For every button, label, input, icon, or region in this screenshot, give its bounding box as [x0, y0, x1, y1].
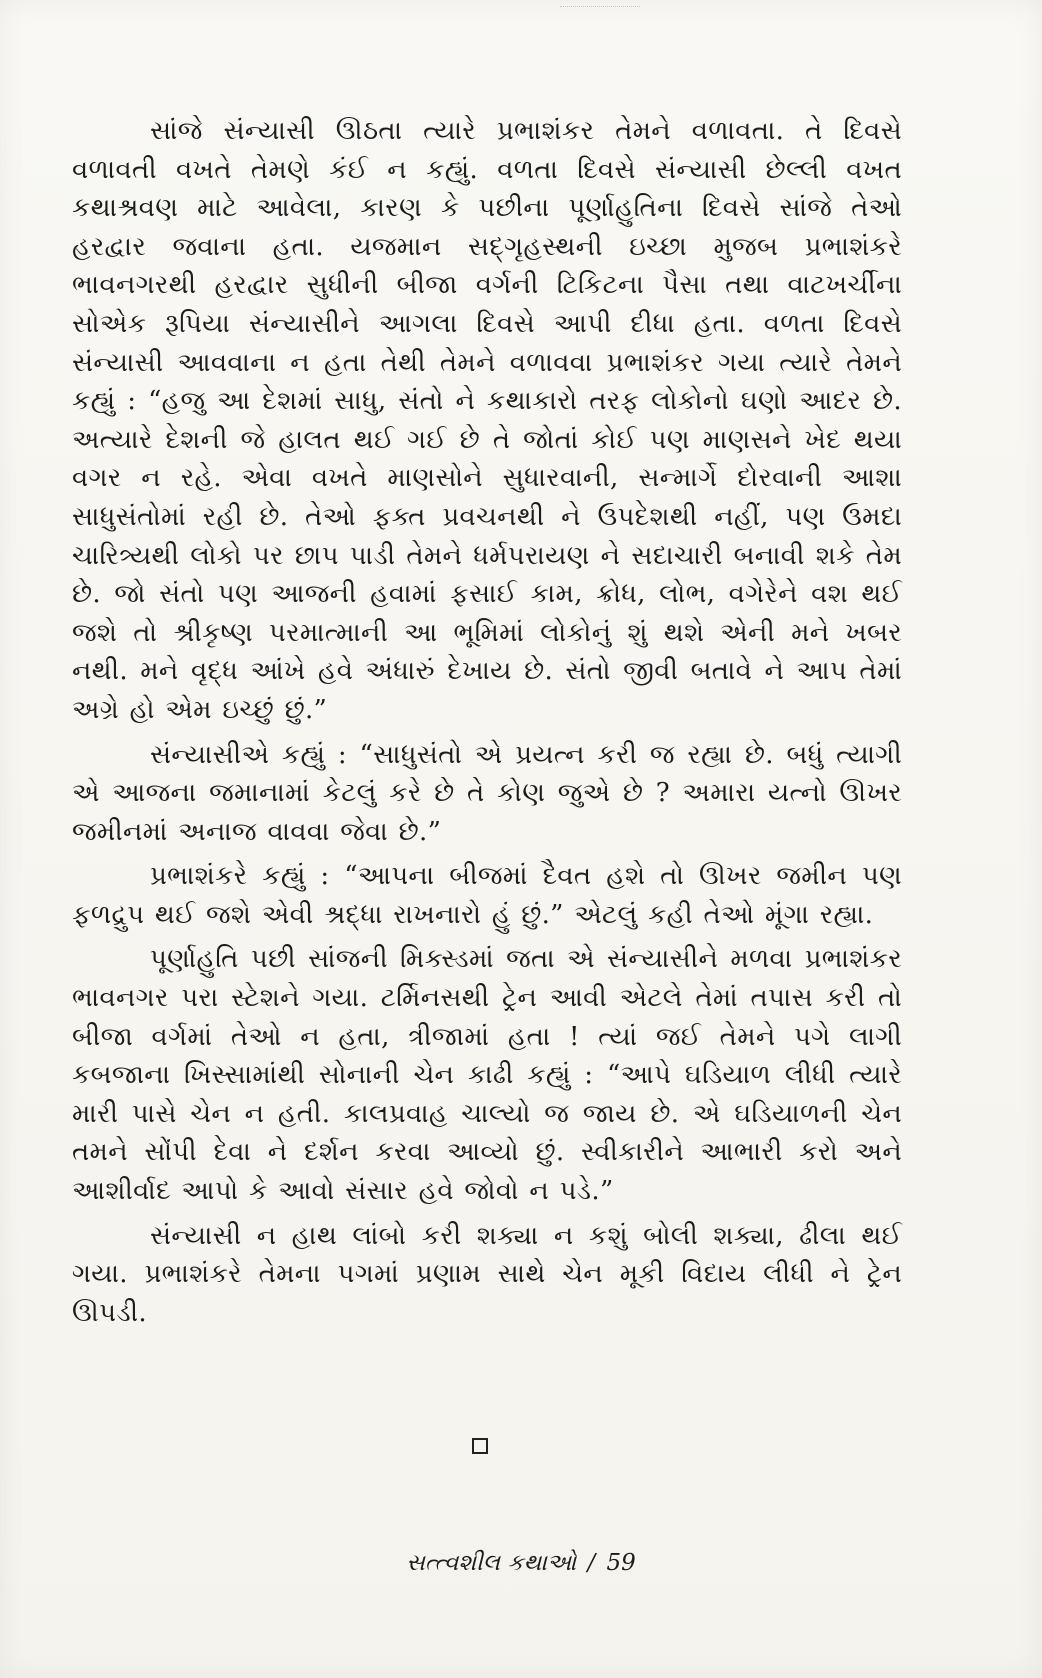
- paragraph: સાંજે સંન્યાસી ઊઠતા ત્યારે પ્રભાશંકર તેમને વળાવતા. તે દિવસે વળાવતી વખતે તેમણે કંઈ ન કહ્યું. વળતા દિવસે સંન્યાસી છેલ્લી વખત કથાશ્રવણ માટે આવેલા, કારણ કે પછીના પૂર્ણાહુતિના દિવસે સાંજે તેઓ હરદ્વાર જવાના હતા. યજમાન સદ્ગૃહસ્થની ઇચ્છા મુજબ પ્રભાશંકરે ભાવનગરથી હરદ્વાર સુધીની બીજા વર્ગની ટિકિટના પૈસા તથા વાટખર્ચીના સોએક રૂપિયા સંન્યાસીને આગલા દિવસે આપી દીધા હતા. વળતા દિવસે સંન્યાસી આવવાના ન હતા તેથી તેમને વળાવવા પ્રભાશંકર ગયા ત્યારે તેમને કહ્યું : “હજુ આ દેશમાં સાધુ, સંતો ને કથાકારો તરફ લોકોનો ઘણો આદર છે. અત્યારે દેશની જે હાલત થઈ ગઈ છે તે જોતાં કોઈ પણ માણસને ખેદ થયા વગર ન રહે. એવા વખતે માણસોને સુધારવાની, સન્માર્ગે દોરવાની આશા સાધુસંતોમાં રહી છે. તેઓ ફક્ત પ્રવચનથી ને ઉપદેશથી નહીં, પણ ઉમદા ચારિત્ર્યથી લોકો પર છાપ પાડી તેમને ધર્મપરાયણ ને સદાચારી બનાવી શકે તેમ છે. જો સંતો પણ આજની હવામાં ફસાઈ કામ, ક્રોધ, લોભ, વગેરેને વશ થઈ જશે તો શ્રીકૃષ્ણ પરમાત્માની આ ભૂમિમાં લોકોનું શું થશે એની મને ખબર નથી. મને વૃદ્ધ આંખે હવે અંધારું દેખાય છે. સંતો જીવી બતાવે ને આપ તેમાં અગ્રે હો એમ ઇચ્છું છું.”: [72, 116, 902, 725]
- footer-separator: /: [587, 1550, 596, 1576]
- page-number: 59: [606, 1550, 636, 1576]
- paragraph: પ્રભાશંકરે કહ્યું : “આપના બીજમાં દૈવત હશે તો ઊખર જમીન પણ ફળદ્રુપ થઈ જશે એવી શ્રદ્ધા રાખનારો હું છું.” એટલું કહી તેઓ મૂંગા રહ્યા.: [72, 861, 902, 930]
- paragraph: સંન્યાસી ન હાથ લાંબો કરી શક્યા ન કશું બોલી શક્યા, ઢીલા થઈ ગયા. પ્રભાશંકરે તેમના પગમાં પ્રણામ સાથે ચેન મૂકી વિદાય લીધી ને ટ્રેન ઊપડી.: [72, 1220, 902, 1328]
- body-text: [72, 112, 902, 1332]
- paragraph: સંન્યાસીએ કહ્યું : “સાધુસંતો એ પ્રયત્ન કરી જ રહ્યા છે. બધું ત્યાગી એ આજના જમાનામાં કેટલું કરે છે તે કોણ જુએ છે ? અમારા યત્નો ઊખર જમીનમાં અનાજ વાવવા જેવા છે.”: [72, 739, 902, 847]
- paragraph: પૂર્ણાહુતિ પછી સાંજની મિક્સ્ડમાં જતા એ સંન્યાસીને મળવા પ્રભાશંકર ભાવનગર પરા સ્ટેશને ગયા. ટર્મિનસથી ટ્રેન આવી એટલે તેમાં તપાસ કરી તો બીજા વર્ગમાં તેઓ ન હતા, ત્રીજામાં હતા ! ત્યાં જઈ તેમને પગે લાગી કબજાના ખિસ્સામાંથી સોનાની ચેન કાઢી કહ્યું : “આપે ઘડિયાળ લીધી ત્યારે મારી પાસે ચેન ન હતી. કાલપ્રવાહ ચાલ્યો જ જાય છે. એ ઘડિયાળની ચેન તમને સોંપી દેવા ને દર્શન કરવા આવ્યો છું. સ્વીકારીને આભારી કરો અને આશીર્વાદ આપો કે આવો સંસાર હવે જોવો ન પડે.”: [72, 944, 902, 1207]
- scan-artifact: [560, 6, 640, 13]
- section-end-square-icon: [472, 1438, 488, 1454]
- book-title: સત્ત્વશીલ કથાઓ: [406, 1550, 577, 1576]
- page-footer: [0, 1550, 1042, 1576]
